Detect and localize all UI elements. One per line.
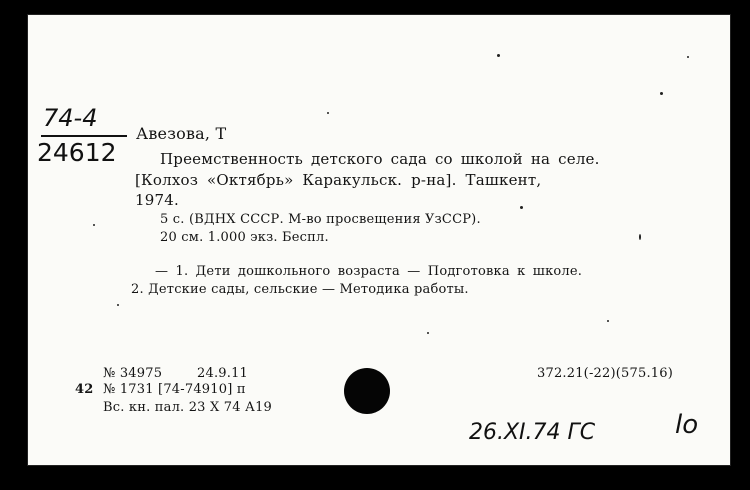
title-line-1: Преемственность детского сада со школой на селе. bbox=[160, 150, 600, 168]
handwritten-number: 24612 bbox=[37, 138, 117, 167]
lot-number: 42 bbox=[75, 382, 94, 397]
lot-entry: № 1731 [74-74910] п bbox=[103, 382, 246, 397]
print-line: Вс. кн. пал. 23 X 74 А19 bbox=[103, 400, 273, 415]
title-line-2: [Колхоз «Октябрь» Каракульск. р-на]. Ташкент, bbox=[135, 171, 542, 189]
shelf-code-underline bbox=[41, 135, 127, 137]
registry-date: 24.9.11 bbox=[197, 366, 249, 381]
punch-hole bbox=[344, 368, 390, 414]
scan-speck bbox=[660, 92, 663, 95]
scan-speck bbox=[497, 54, 500, 57]
handwritten-shelf-code: 74-4 bbox=[43, 104, 98, 132]
collation-line-2: 20 см. 1.000 экз. Беспл. bbox=[160, 230, 329, 245]
title-line-3: 1974. bbox=[135, 191, 179, 209]
scan-speck bbox=[687, 56, 689, 58]
classification-index: 372.21(-22)(575.16) bbox=[537, 366, 673, 381]
handwritten-mark: lo bbox=[675, 410, 699, 440]
handwritten-date: 26.XI.74 ГС bbox=[469, 420, 596, 445]
subject-line-1: — 1. Дети дошкольного возраста — Подготовка к школе. bbox=[155, 264, 583, 279]
scan-speck bbox=[520, 206, 523, 209]
scan-speck bbox=[639, 234, 641, 240]
author-name: Авезова, Т bbox=[136, 124, 227, 143]
collation-line-1: 5 с. (ВДНХ СССР. М-во просвещения УзССР). bbox=[160, 212, 481, 227]
scan-speck bbox=[327, 112, 329, 114]
registry-number: № 34975 bbox=[103, 366, 163, 381]
scan-speck bbox=[427, 332, 429, 334]
scan-speck bbox=[117, 304, 119, 306]
subject-line-2: 2. Детские сады, сельские — Методика работы. bbox=[131, 282, 469, 297]
scan-speck bbox=[607, 320, 609, 322]
scan-speck bbox=[93, 224, 95, 226]
